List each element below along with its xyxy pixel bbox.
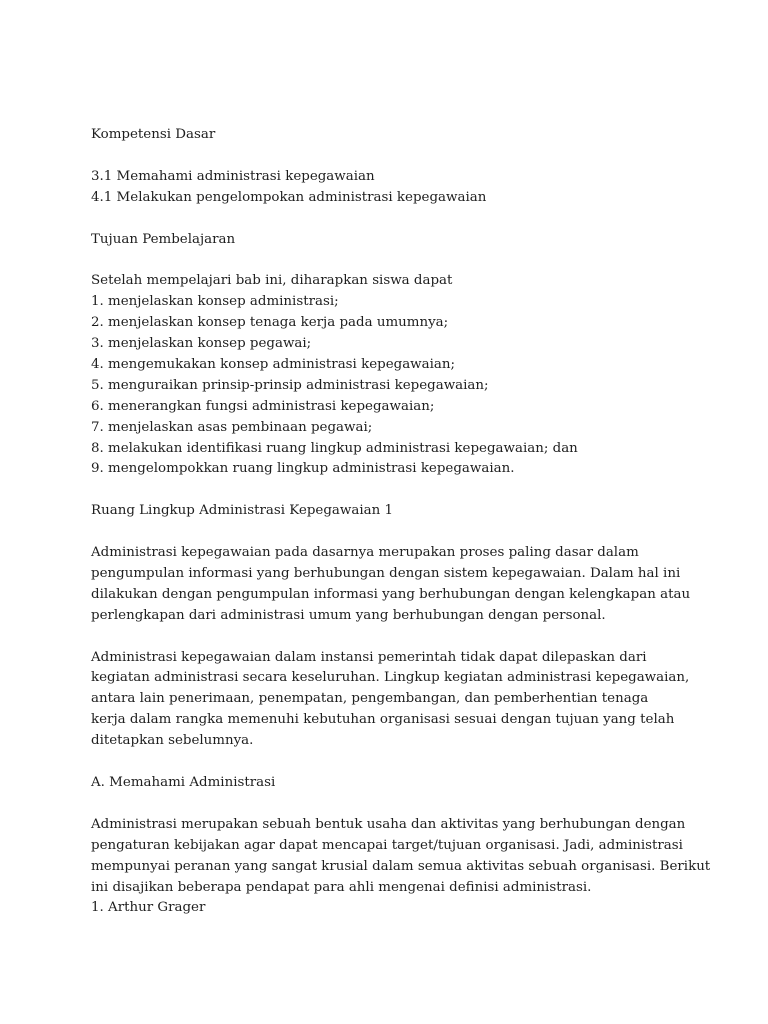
tujuan-item: 4. mengemukakan konsep administrasi kepegawaian; [91,356,456,372]
tujuan-item: 5. menguraikan prinsip-prinsip administrasi kepegawaian; [91,377,489,393]
paragraph-line: mempunyai peranan yang sangat krusial dalam semua aktivitas sebuah organisasi. Berikut [91,858,711,874]
spacer [91,627,691,648]
spacer [91,209,691,230]
kompetensi-item: 3.1 Memahami administrasi kepegawaian [91,168,375,184]
paragraph-line: Administrasi kepegawaian pada dasarnya merupakan proses paling dasar dalam [91,545,639,561]
spacer [91,480,691,501]
tujuan-item: 8. melakukan identifikasi ruang lingkup administrasi kepegawaian; dan [91,440,578,456]
paragraph-line: Administrasi kepegawaian dalam instansi pemerintah tidak dapat dilepaskan dari [91,649,647,665]
paragraph-line: pengaturan kebijakan agar dapat mencapai target/tujuan organisasi. Jadi, administrasi [91,837,683,853]
tujuan-item: 3. menjelaskan konsep pegawai; [91,336,312,352]
list-item-arthur-grager: 1. Arthur Grager [91,900,206,916]
spacer [91,146,691,167]
tujuan-intro: Setelah mempelajari bab ini, diharapkan siswa dapat [91,273,453,289]
paragraph-line: antara lain penerimaan, penempatan, pengembangan, dan pemberhentian tenaga [91,691,649,707]
paragraph-line: Administrasi merupakan sebuah bentuk usaha dan aktivitas yang berhubungan dengan [91,816,686,832]
paragraph-line: ini disajikan beberapa pendapat para ahli mengenai definisi administrasi. [91,879,592,895]
heading-ruang-lingkup: Ruang Lingkup Administrasi Kepegawaian 1 [91,503,393,519]
paragraph-line: kerja dalam rangka memenuhi kebutuhan organisasi sesuai dengan tujuan yang telah [91,712,675,728]
spacer [91,794,691,815]
paragraph-line: perlengkapan dari administrasi umum yang berhubungan dengan personal. [91,607,606,623]
paragraph-line: kegiatan administrasi secara keseluruhan. Lingkup kegiatan administrasi kepegawaian, [91,670,690,686]
tujuan-item: 6. menerangkan fungsi administrasi kepegawaian; [91,398,435,414]
document-page [91,125,711,919]
tujuan-item: 2. menjelaskan konsep tenaga kerja pada umumnya; [91,315,449,331]
heading-kompetensi-dasar: Kompetensi Dasar [91,127,216,142]
spacer [91,752,691,773]
paragraph-line: dilakukan dengan pengumpulan informasi yang berhubungan dengan kelengkapan atau [91,586,691,602]
spacer [91,522,691,543]
heading-memahami-administrasi: A. Memahami Administrasi [91,774,276,790]
tujuan-item: 1. menjelaskan konsep administrasi; [91,294,339,310]
tujuan-item: 9. mengelompokkan ruang lingkup administrasi kepegawaian. [91,461,515,477]
heading-tujuan-pembelajaran: Tujuan Pembelajaran [91,231,236,247]
paragraph-line: ditetapkan sebelumnya. [91,733,254,749]
kompetensi-item: 4.1 Melakukan pengelompokan administrasi kepegawaian [91,189,487,205]
paragraph-line: pengumpulan informasi yang berhubungan dengan sistem kepegawaian. Dalam hal ini [91,565,681,581]
spacer [91,250,691,271]
tujuan-item: 7. menjelaskan asas pembinaan pegawai; [91,419,373,435]
